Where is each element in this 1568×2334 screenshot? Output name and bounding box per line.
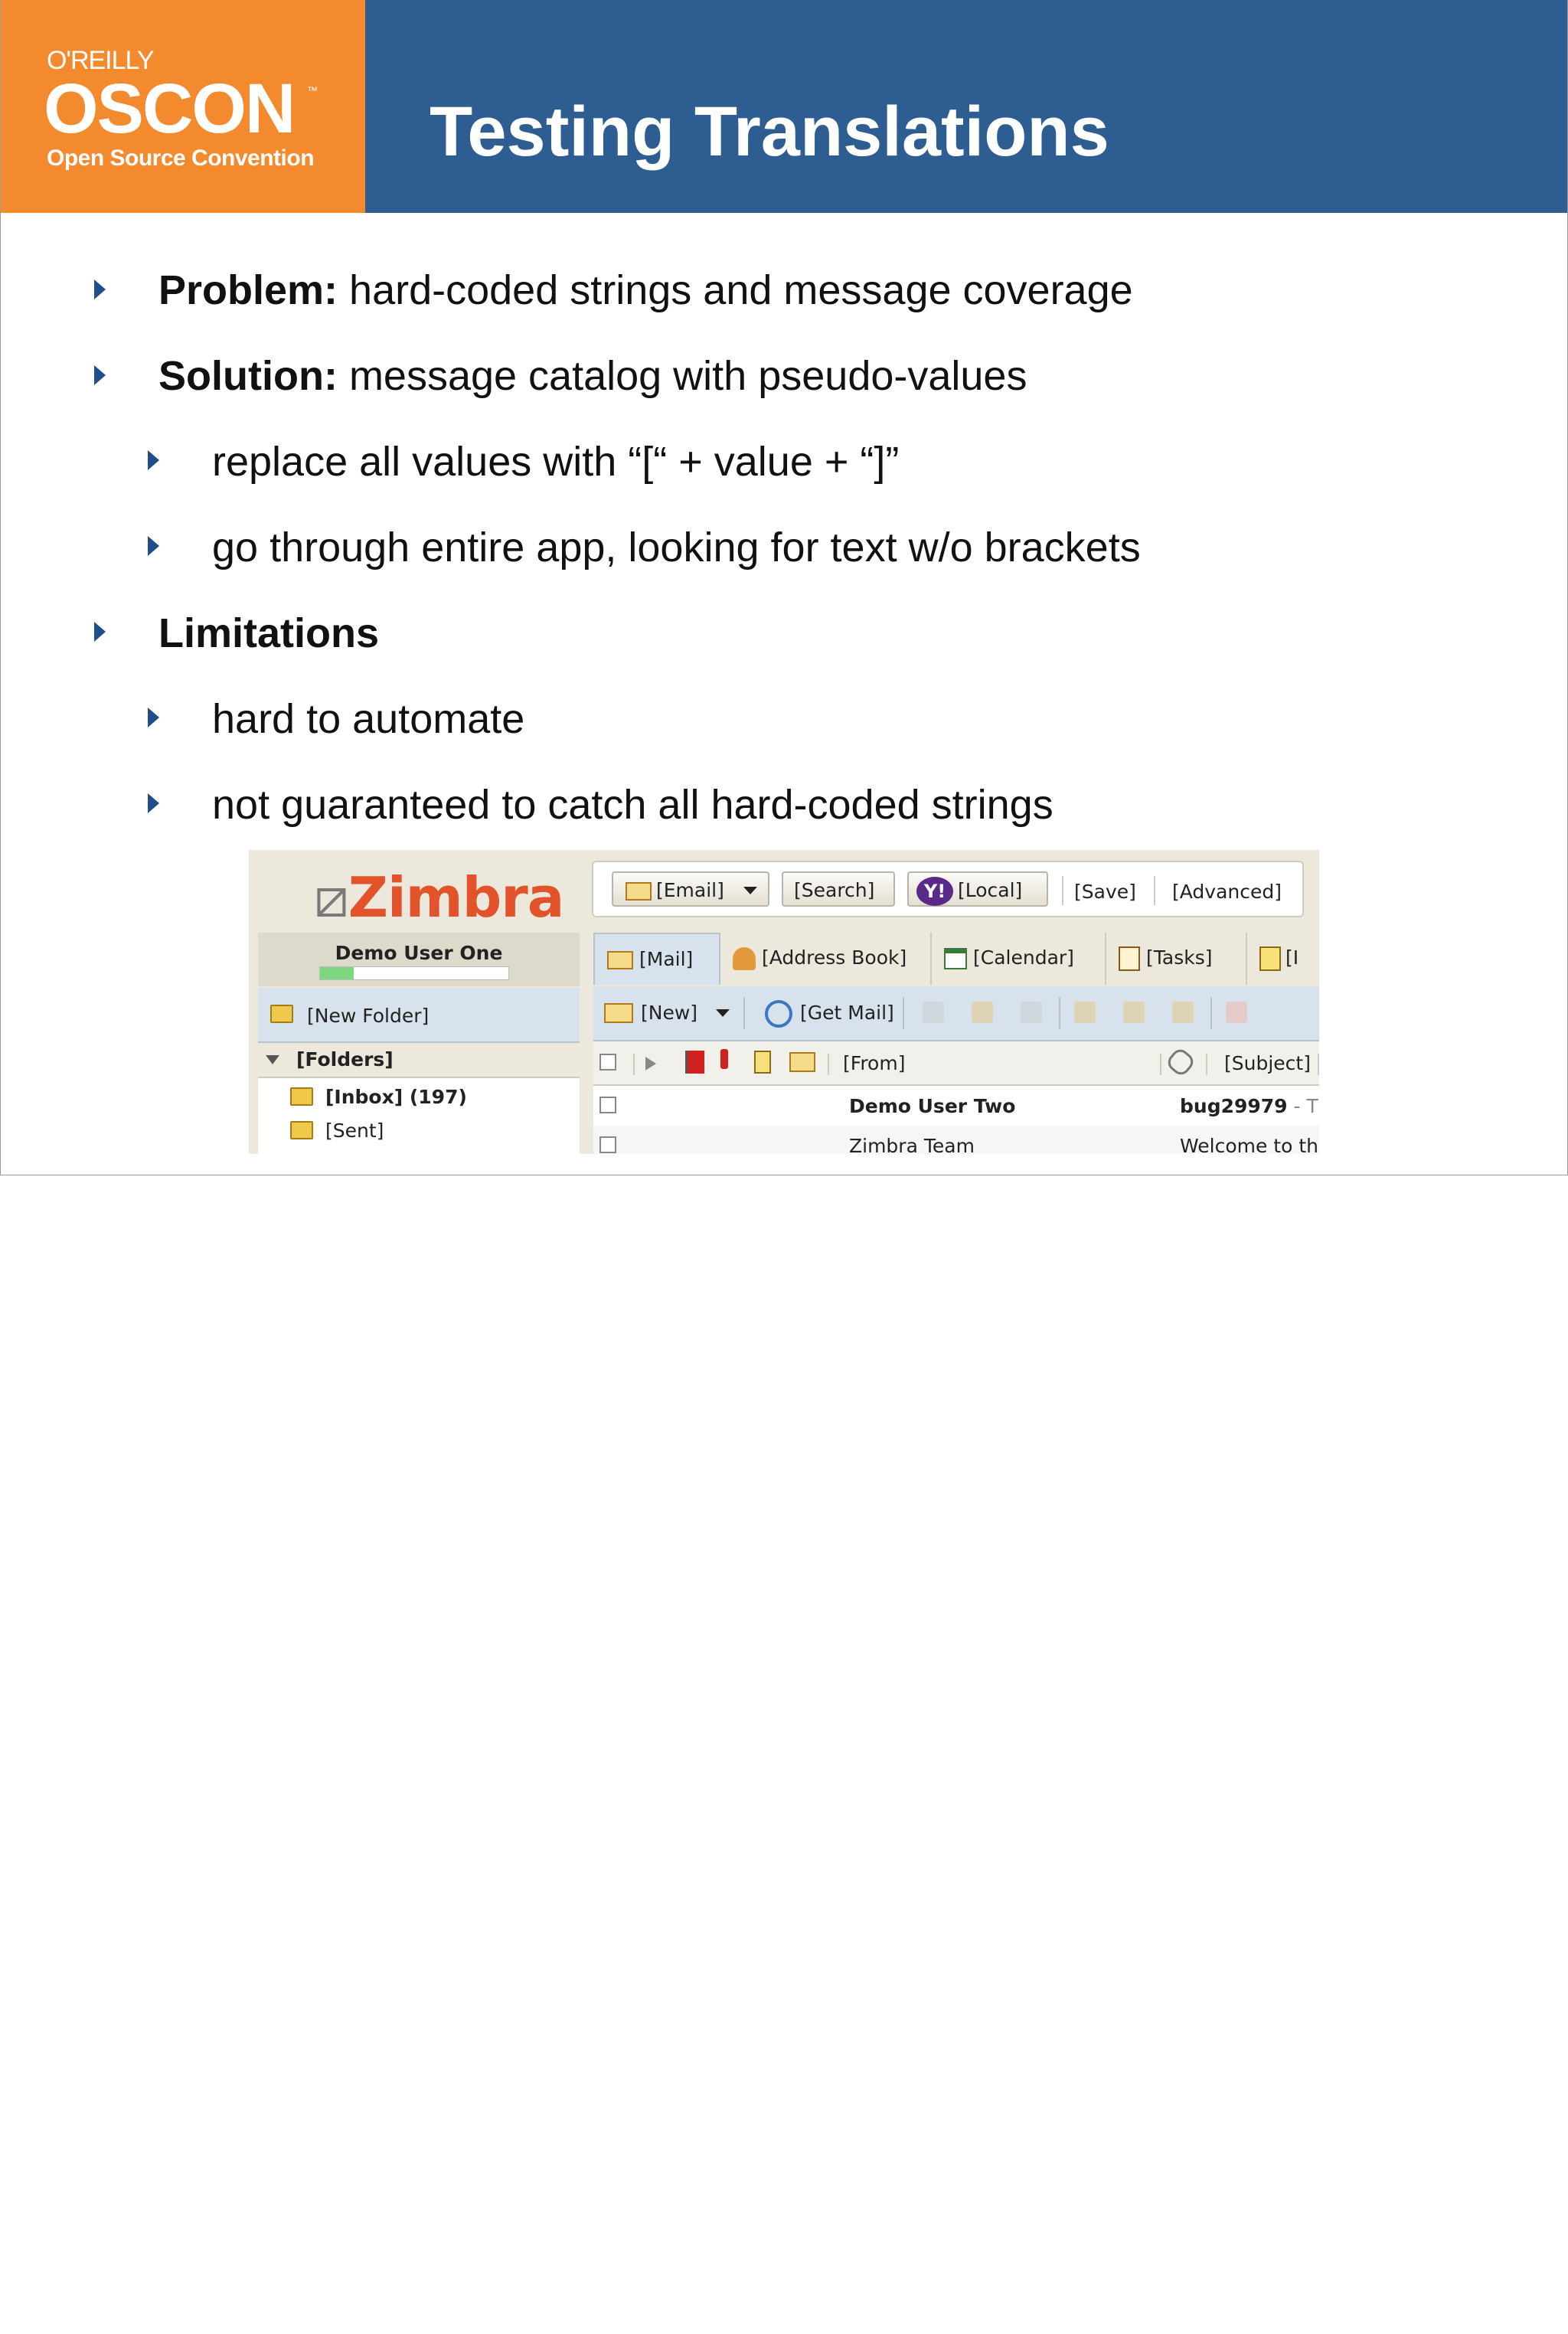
message-row[interactable] bbox=[593, 1084, 1319, 1126]
bullet-arrow-icon bbox=[94, 622, 106, 642]
bullet-label: Problem: bbox=[158, 267, 338, 313]
advanced-search-link[interactable]: [Advanced] bbox=[1172, 881, 1282, 903]
oscon-logo bbox=[1, 0, 365, 213]
local-label: [Local] bbox=[958, 879, 1023, 901]
tab-calendar[interactable] bbox=[932, 933, 1106, 985]
mail-pane bbox=[593, 933, 1319, 1154]
get-mail-button[interactable]: [Get Mail] bbox=[800, 1002, 894, 1024]
search-toolbar bbox=[592, 861, 1304, 917]
new-message-icon bbox=[604, 1003, 633, 1023]
search-button[interactable]: [Search] bbox=[782, 871, 895, 907]
bullet-arrow-icon bbox=[94, 365, 106, 385]
oscon-wordmark: OSCON bbox=[44, 70, 295, 148]
attachment-paperclip-icon[interactable] bbox=[1165, 1046, 1197, 1078]
delete-trash-icon[interactable] bbox=[923, 1002, 944, 1023]
folder-tree bbox=[258, 1043, 580, 1154]
inbox-folder-icon bbox=[290, 1087, 313, 1106]
folders-header-label: [Folders] bbox=[296, 1048, 394, 1071]
mail-toolbar bbox=[593, 986, 1319, 1041]
separator bbox=[1062, 876, 1063, 905]
sub-bullet-not-guaranteed: not guaranteed to catch all hard-coded strings bbox=[212, 782, 1054, 828]
tab-mail[interactable] bbox=[593, 933, 720, 985]
separator bbox=[903, 997, 904, 1029]
tab-tasks-label: [Tasks] bbox=[1146, 946, 1213, 969]
move-folder-icon[interactable] bbox=[972, 1002, 993, 1023]
sub-bullet-arrow-icon bbox=[148, 450, 159, 470]
message-subject bbox=[1180, 1095, 1318, 1117]
sub-bullet-arrow-icon bbox=[148, 793, 159, 813]
sent-folder-icon bbox=[290, 1121, 313, 1139]
notebook-icon bbox=[1259, 946, 1281, 971]
contact-person-icon bbox=[733, 947, 756, 970]
tab-notebook-label: [I bbox=[1285, 946, 1299, 969]
column-from[interactable]: [From] bbox=[843, 1052, 906, 1074]
message-from: Demo User Two bbox=[849, 1095, 1016, 1117]
bullet-limitations bbox=[158, 610, 380, 656]
refresh-icon bbox=[765, 1000, 792, 1028]
user-name: Demo User One bbox=[335, 942, 503, 964]
print-icon[interactable] bbox=[1021, 1002, 1042, 1023]
zimbra-wordmark: Zimbra bbox=[348, 865, 564, 930]
tasks-clipboard-icon bbox=[1119, 946, 1140, 971]
new-button[interactable]: [New] bbox=[641, 1002, 698, 1024]
folders-header[interactable] bbox=[258, 1043, 580, 1078]
reply-icon[interactable] bbox=[1074, 1002, 1096, 1023]
separator bbox=[1210, 997, 1212, 1029]
tab-address-book[interactable] bbox=[720, 933, 932, 985]
sub-bullet-arrow-icon bbox=[148, 708, 159, 727]
oreilly-wordmark: O'REILLY bbox=[47, 46, 154, 75]
message-row[interactable] bbox=[593, 1126, 1319, 1154]
sub-bullet-arrow-icon bbox=[148, 536, 159, 556]
slide-title: Testing Translations bbox=[430, 93, 1109, 171]
message-subject-text: bug29979 bbox=[1180, 1095, 1288, 1117]
new-folder-button[interactable]: [New Folder] bbox=[307, 1005, 430, 1027]
separator bbox=[1154, 876, 1155, 905]
logo-tagline: Open Source Convention bbox=[47, 145, 315, 171]
quota-bar bbox=[319, 966, 509, 980]
new-dropdown-arrow-icon[interactable] bbox=[716, 1009, 730, 1017]
new-folder-icon bbox=[270, 1005, 293, 1023]
envelope-icon bbox=[607, 951, 633, 969]
tab-notebook[interactable] bbox=[1247, 933, 1319, 985]
message-subject: Welcome to th bbox=[1180, 1135, 1318, 1154]
select-all-checkbox[interactable] bbox=[599, 1054, 616, 1071]
bullet-arrow-icon bbox=[94, 279, 106, 299]
column-divider bbox=[1160, 1054, 1161, 1075]
bullet-text: hard-coded strings and message coverage bbox=[338, 267, 1133, 313]
column-subject[interactable]: [Subject] bbox=[1224, 1052, 1311, 1074]
message-from: Zimbra Team bbox=[849, 1135, 975, 1154]
column-divider bbox=[1318, 1054, 1319, 1075]
bullet-label: Solution: bbox=[158, 353, 338, 399]
column-divider bbox=[1206, 1054, 1207, 1075]
zimbra-logo bbox=[314, 865, 564, 931]
zimbra-mark-icon: ⧄ bbox=[314, 865, 348, 930]
folder-sent[interactable]: [Sent] bbox=[325, 1120, 384, 1142]
sub-bullet-replace-values: replace all values with “[“ + value + “]” bbox=[212, 439, 900, 485]
email-label: [Email] bbox=[656, 879, 724, 901]
yahoo-icon: Y! bbox=[916, 877, 953, 906]
status-envelope-icon[interactable] bbox=[789, 1052, 815, 1072]
expand-arrow-icon[interactable] bbox=[645, 1057, 656, 1071]
message-checkbox[interactable] bbox=[599, 1136, 616, 1153]
tab-calendar-label: [Calendar] bbox=[973, 946, 1074, 969]
message-checkbox[interactable] bbox=[599, 1097, 616, 1113]
envelope-icon bbox=[626, 882, 652, 901]
tab-address-book-label: [Address Book] bbox=[762, 946, 907, 969]
bullet-solution bbox=[158, 355, 1027, 397]
column-divider bbox=[633, 1054, 635, 1075]
tag-icon[interactable] bbox=[754, 1051, 771, 1074]
local-search-button[interactable] bbox=[907, 871, 1048, 907]
flag-icon[interactable] bbox=[685, 1051, 704, 1074]
sub-bullet-go-through-app: go through entire app, looking for text w/o brackets bbox=[212, 525, 1141, 570]
save-search-link[interactable]: [Save] bbox=[1074, 881, 1136, 903]
slide-header bbox=[1, 0, 1568, 213]
sub-bullet-hard-to-automate: hard to automate bbox=[212, 696, 525, 742]
reply-all-icon[interactable] bbox=[1123, 1002, 1145, 1023]
tab-mail-label: [Mail] bbox=[639, 948, 694, 970]
zimbra-screenshot bbox=[249, 850, 1319, 1154]
user-info-panel bbox=[258, 933, 580, 986]
separator bbox=[1059, 997, 1060, 1029]
app-tabs bbox=[593, 933, 1319, 986]
trademark-mark: ™ bbox=[307, 84, 318, 96]
collapse-triangle-icon bbox=[266, 1055, 279, 1064]
bullet-label: Limitations bbox=[158, 610, 380, 656]
dropdown-arrow-icon bbox=[743, 887, 757, 894]
forward-icon[interactable] bbox=[1172, 1002, 1194, 1023]
junk-icon[interactable] bbox=[1226, 1002, 1247, 1023]
new-folder-bar bbox=[258, 988, 580, 1043]
message-list-header bbox=[593, 1041, 1319, 1086]
column-divider bbox=[828, 1054, 829, 1075]
separator bbox=[743, 997, 745, 1029]
message-fragment: - T bbox=[1287, 1095, 1318, 1117]
folder-inbox[interactable]: [Inbox] (197) bbox=[325, 1086, 467, 1108]
bullet-text: message catalog with pseudo-values bbox=[337, 353, 1027, 399]
priority-icon[interactable] bbox=[720, 1049, 728, 1069]
calendar-icon bbox=[944, 948, 967, 969]
bullet-problem bbox=[158, 267, 1133, 313]
tab-tasks[interactable] bbox=[1106, 933, 1247, 985]
quota-bar-fill bbox=[320, 967, 354, 979]
email-search-type-button[interactable] bbox=[612, 871, 769, 907]
